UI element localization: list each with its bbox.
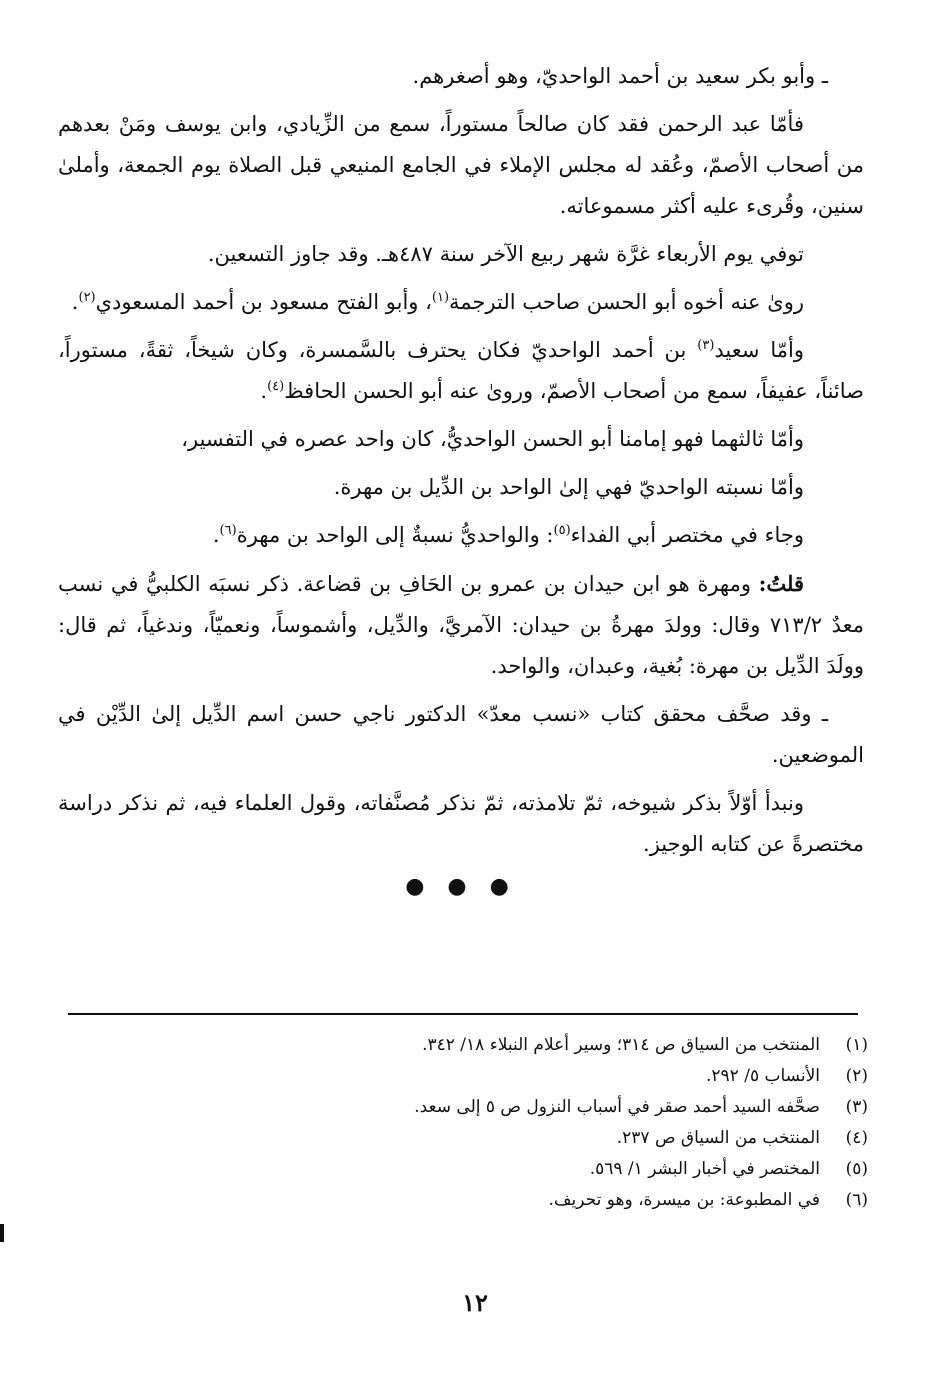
footnote-item	[70, 1092, 868, 1123]
footnote-number: (٦)	[845, 1190, 868, 1210]
paragraph-qultu	[58, 563, 864, 687]
footnote-ref-4[interactable]: (٤)	[267, 379, 285, 394]
paragraph-death	[58, 234, 864, 275]
paragraph-text: بن أحمد الواحديّ فكان يحترف بالسَّمسرة، وكان شيخاً، ثقةً، مستوراً، صائناً، عفيفاً، سمع من أصحاب الأصمّ، وروىٰ عنه أبو الحسن الحافظ	[58, 338, 864, 403]
footnote-number: (٥)	[845, 1159, 868, 1179]
footnote-text: المختصر في أخبار البشر ١/ ٥٦٩.	[589, 1159, 820, 1179]
paragraph-lineage	[58, 467, 864, 508]
paragraph-text: ومهرة هو ابن حيدان بن عمرو بن الحَافِ بن قضاعة. ذكر نسبَه الكلبيُّ في نسب معدٌ ٧١٣/٢ وقال: وولدَ مهرةُ بن حيدان: الآمريَّ، والدِّيل، وأشموساً، ونعميّاً، وندغياً، ثم قال: وولَدَ الدِّيل بن مهرة: بُغية، وعبدان، والواحد.	[58, 572, 865, 678]
paragraph-text: ـ وقد صحَّف محقق كتاب «نسب معدّ» الدكتور ناجي حسن اسم الدِّيل إلىٰ الدِّيْن في الموضعين.	[58, 702, 864, 767]
paragraph-abu-al-fida	[58, 515, 864, 556]
paragraph-text: روىٰ عنه أخوه أبو الحسن صاحب الترجمة	[449, 290, 804, 314]
main-text	[58, 56, 864, 902]
footnote-number: (٣)	[845, 1097, 868, 1117]
paragraph-said	[58, 330, 864, 412]
footnote-divider	[68, 1013, 858, 1015]
footnote-ref-6[interactable]: (٦)	[219, 523, 237, 538]
footnote-text: صحَّفه السيد أحمد صقر في أسباب النزول ص ٥ إلى سعد.	[414, 1097, 820, 1117]
paragraph-text: وجاء في مختصر أبي الفداء	[570, 523, 804, 547]
section-separator: ● ● ●	[405, 874, 517, 899]
footnote-text: المنتخب من السياق ص ٣١٤؛ وسير أعلام النبلاء ١٨/ ٣٤٢.	[422, 1035, 820, 1055]
paragraph-third	[58, 419, 864, 460]
paragraph-text: .	[212, 523, 220, 547]
paragraph-text: توفي يوم الأربعاء غرَّة شهر ربيع الآخر سنة ٤٨٧هـ. وقد جاوز التسعين.	[207, 242, 804, 266]
footnote-item	[70, 1154, 868, 1185]
footnote-item	[70, 1185, 868, 1216]
footnotes	[70, 1030, 868, 1216]
footnote-text: الأنساب ٥/ ٢٩٢.	[706, 1066, 820, 1086]
footnote-number: (١)	[845, 1035, 868, 1055]
footnote-item	[70, 1030, 868, 1061]
paragraph-text: : والواحديُّ نسبةٌ إلى الواحد بن مهرة	[236, 523, 554, 547]
paragraph-text: ـ وأبو بكر سعيد بن أحمد الواحديّ، وهو أصغرهم.	[412, 64, 828, 88]
paragraph-text: .	[71, 290, 79, 314]
paragraph-plan	[58, 783, 864, 865]
qultu-label: قلتُ:	[758, 571, 804, 596]
paragraph-abu-bakr	[58, 56, 864, 97]
paragraph-text: فأمّا عبد الرحمن فقد كان صالحاً مستوراً، سمع من الزِّيادي، وابن يوسف ومَنْ بعدهم من أصحاب الأصمّ، وعُقد له مجلس الإملاء في الجامع المنيعي قبل الصلاة يوم الجمعة، وأملىٰ سنين، وقُرىء عليه أكثر مسموعاته.	[58, 112, 864, 218]
paragraph-text: وأمّا سعيد	[714, 338, 805, 362]
paragraph-text: ، وأبو الفتح مسعود بن أحمد المسعودي	[95, 290, 432, 314]
footnote-ref-5[interactable]: (٥)	[553, 523, 571, 538]
paragraph-abd-al-rahman	[58, 104, 864, 227]
page-number: ١٢	[462, 1288, 488, 1317]
paragraph-tashif	[58, 694, 864, 776]
footnote-text: المنتخب من السياق ص ٢٣٧.	[616, 1128, 820, 1148]
paragraph-narrators	[58, 282, 864, 323]
scan-edge-mark	[0, 1224, 4, 1242]
footnote-number: (٤)	[845, 1128, 868, 1148]
footnote-ref-1[interactable]: (١)	[431, 290, 450, 305]
paragraph-text: وأمّا نسبته الواحديّ فهي إلىٰ الواحد بن الدِّيل بن مهرة.	[333, 475, 804, 499]
footnote-ref-2[interactable]: (٢)	[78, 290, 96, 305]
footnote-item	[70, 1123, 868, 1154]
footnote-ref-3[interactable]: (٣)	[697, 338, 715, 353]
paragraph-text: ونبدأ أوّلاً بذكر شيوخه، ثمّ تلامذته، ثمّ نذكر مُصنَّفاته، وقول العلماء فيه، ثم نذكر دراسة مختصرةً عن كتابه الوجيز.	[58, 791, 864, 856]
footnote-item	[70, 1061, 868, 1092]
paragraph-text: وأمّا ثالثهما فهو إمامنا أبو الحسن الواحديُّ، كان واحد عصره في التفسير،	[181, 427, 804, 451]
footnote-number: (٢)	[845, 1066, 868, 1086]
paragraph-text: .	[260, 379, 268, 403]
footnote-text: في المطبوعة: بن ميسرة، وهو تحريف.	[548, 1190, 820, 1210]
